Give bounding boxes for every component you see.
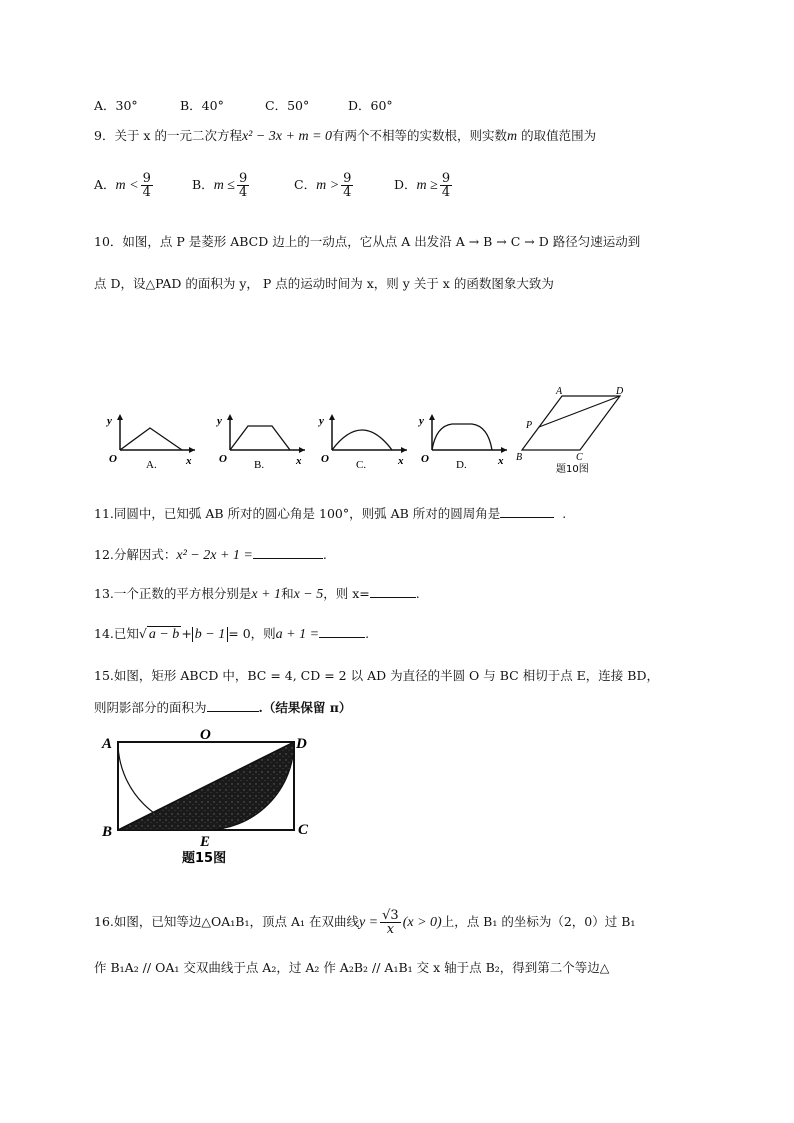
q15-line2-post: .（结果保留 π） [258, 700, 352, 715]
q10-line1: 10．如图，点 P 是菱形 ABCD 边上的一动点，它从点 A 出发沿 A → B → C → D 路径匀速运动到 [94, 234, 641, 249]
q9-option-d-label: D． [394, 177, 417, 192]
q9-tail: 的取值范围为 [517, 128, 597, 143]
q14-abs: b − 1 [192, 627, 228, 642]
q13-blank [370, 585, 416, 598]
q9-option-c-den: 4 [343, 185, 352, 200]
q13-post: ，则 x= [323, 586, 370, 601]
q9-stem [94, 126, 596, 147]
q9-option-b-den: 4 [238, 185, 248, 200]
q10-rhombus-d: D [616, 386, 624, 397]
q9-option-b-frac [237, 172, 249, 199]
q16-line2: 作 B₁A₂ // OA₁ 交双曲线于点 A₂，过 A₂ 作 A₂B₂ // A₁B₁ 交 x 轴于点 B₂，得到第二个等边△ [94, 960, 610, 975]
q15-caption: 题15图 [182, 851, 227, 866]
q16-frac [380, 909, 401, 936]
q15-label-d: D [296, 736, 307, 752]
q10-rhombus-a: A [556, 386, 563, 397]
q9-equation: x² − 3x + m = 0 [241, 129, 333, 144]
q14-plus: + [181, 626, 192, 641]
q9-option-c [294, 172, 355, 199]
q12-line [94, 545, 327, 566]
q14-pre: 14.已知 [94, 626, 139, 641]
q9-option-d-num: 9 [441, 171, 451, 186]
q9-option-b-num: 9 [238, 171, 248, 186]
q14-blank [319, 625, 365, 638]
q9-option-a-num: 9 [142, 171, 151, 186]
q13-line [94, 584, 420, 605]
q10-graph-b-label: B. [254, 459, 265, 471]
q13-expr1: x + 1 [251, 587, 282, 602]
q10-graph-d [412, 408, 512, 472]
q8-option-c: C．50° [265, 98, 310, 113]
q9-post: 有两个不相等的实数根，则实数 [332, 128, 508, 143]
q9-option-a [94, 172, 155, 199]
q9-option-d-den: 4 [441, 185, 451, 200]
q12-text: 12.分解因式： [94, 547, 177, 562]
q11-text: 11.同圆中，已知弧 AB 所对的圆心角是 100°，则弧 AB 所对的圆周角是 [94, 506, 501, 521]
q12-blank [253, 546, 323, 559]
q9-option-c-lhs: m > [316, 178, 340, 193]
q16-line1-pre: 16.如图，已知等边△OA₁B₁，顶点 A₁ 在双曲线 [94, 914, 359, 929]
q16-y: y = [358, 915, 379, 930]
q15-label-a: A [102, 736, 113, 752]
q12-expr: x² − 2x + 1 = [176, 548, 253, 563]
q10-graph-c-y: y [319, 415, 324, 427]
q16-line1-post: 上，点 B₁ 的坐标为（2，0）过 B₁ [441, 914, 636, 929]
q16-frac-den: x [386, 922, 395, 937]
q10-graph-c-x: x [398, 455, 404, 467]
q9-option-b [192, 172, 251, 199]
q9-option-d [394, 172, 454, 199]
q14-sqrt: a − b [148, 627, 180, 642]
q9-option-d-frac [440, 172, 452, 199]
q10-rhombus-figure [512, 386, 632, 478]
q10-rhombus-p: P [526, 420, 533, 431]
q10-rhombus-b: B [516, 452, 523, 463]
q16-frac-num: √3 [382, 908, 399, 923]
q14-end: . [365, 626, 370, 641]
q13-end: . [415, 586, 420, 601]
q13-text: 13.一个正数的平方根分别是 [94, 586, 252, 601]
q10-rhombus-c: C [576, 452, 583, 463]
q10-graph-d-x: x [498, 455, 504, 467]
q9-option-a-frac [141, 172, 153, 199]
q8-option-b: B．40° [180, 98, 224, 113]
q10-graph-b [210, 408, 310, 472]
q9-option-c-label: C． [294, 177, 317, 192]
q10-line2: 点 D，设△PAD 的面积为 y， P 点的运动时间为 x，则 y 关于 x 的函数图象大致为 [94, 276, 554, 291]
q10-graph-d-origin: O [421, 453, 429, 465]
q12-end: . [322, 547, 327, 562]
q10-graph-a [100, 408, 200, 472]
q15-label-o: O [200, 727, 211, 743]
q15-line1: 15.如图，矩形 ABCD 中，BC = 4, CD = 2 以 AD 为直径的半圆 O 与 BC 相切于点 E，连接 BD， [94, 668, 659, 683]
q9-var: m [507, 129, 518, 144]
q10-graph-c-label: C. [356, 459, 367, 471]
q9-option-d-lhs: m ≥ [416, 178, 438, 193]
q9-number: 9． [94, 128, 115, 143]
q8-option-d: D．60° [348, 98, 393, 113]
q9-option-a-label: A． [94, 177, 116, 192]
q15-label-e: E [200, 834, 211, 850]
q15-label-c: C [298, 822, 309, 838]
q13-expr2: x − 5 [293, 587, 324, 602]
q10-graph-a-origin: O [109, 453, 117, 465]
q10-graph-b-x: x [296, 455, 302, 467]
q9-option-a-den: 4 [142, 185, 151, 200]
q15-label-b: B [102, 824, 113, 840]
q11-blank [500, 505, 554, 518]
q14-eq: = 0，则 [228, 626, 276, 641]
q9-option-c-num: 9 [343, 171, 352, 186]
q10-graph-a-label: A. [146, 459, 157, 471]
q9-option-c-frac [341, 172, 353, 199]
q14-expr: a + 1 = [275, 627, 320, 642]
q10-graph-b-origin: O [219, 453, 227, 465]
q16-cond: (x > 0) [402, 915, 442, 930]
q15-figure [98, 722, 328, 870]
q14-line: 14.已知√ a − b + b − 1 = 0，则a + 1 = . [94, 626, 370, 642]
q8-option-a: A．30° [94, 98, 138, 113]
q9-pre: 关于 x 的一元二次方程 [114, 128, 242, 143]
q16-line1 [94, 908, 635, 937]
q10-graph-a-y: y [107, 415, 112, 427]
q11-end: . [562, 506, 567, 521]
q10-graph-d-y: y [419, 415, 424, 427]
q9-option-b-lhs: m ≤ [213, 178, 235, 193]
q10-rhombus-caption: 题10图 [556, 464, 589, 475]
q15-line2 [94, 698, 351, 718]
q11-line [94, 504, 566, 524]
q10-graph-c-origin: O [321, 453, 329, 465]
q10-graph-c [312, 408, 412, 472]
q10-graph-a-x: x [186, 455, 192, 467]
q10-graph-d-label: D. [456, 459, 467, 471]
q13-and: 和 [281, 586, 294, 601]
q15-line2-pre: 则阴影部分的面积为 [94, 700, 207, 715]
q15-blank [207, 699, 259, 712]
q9-option-b-label: B． [192, 177, 214, 192]
q10-graph-b-y: y [217, 415, 222, 427]
q9-option-a-lhs: m < [115, 178, 139, 193]
